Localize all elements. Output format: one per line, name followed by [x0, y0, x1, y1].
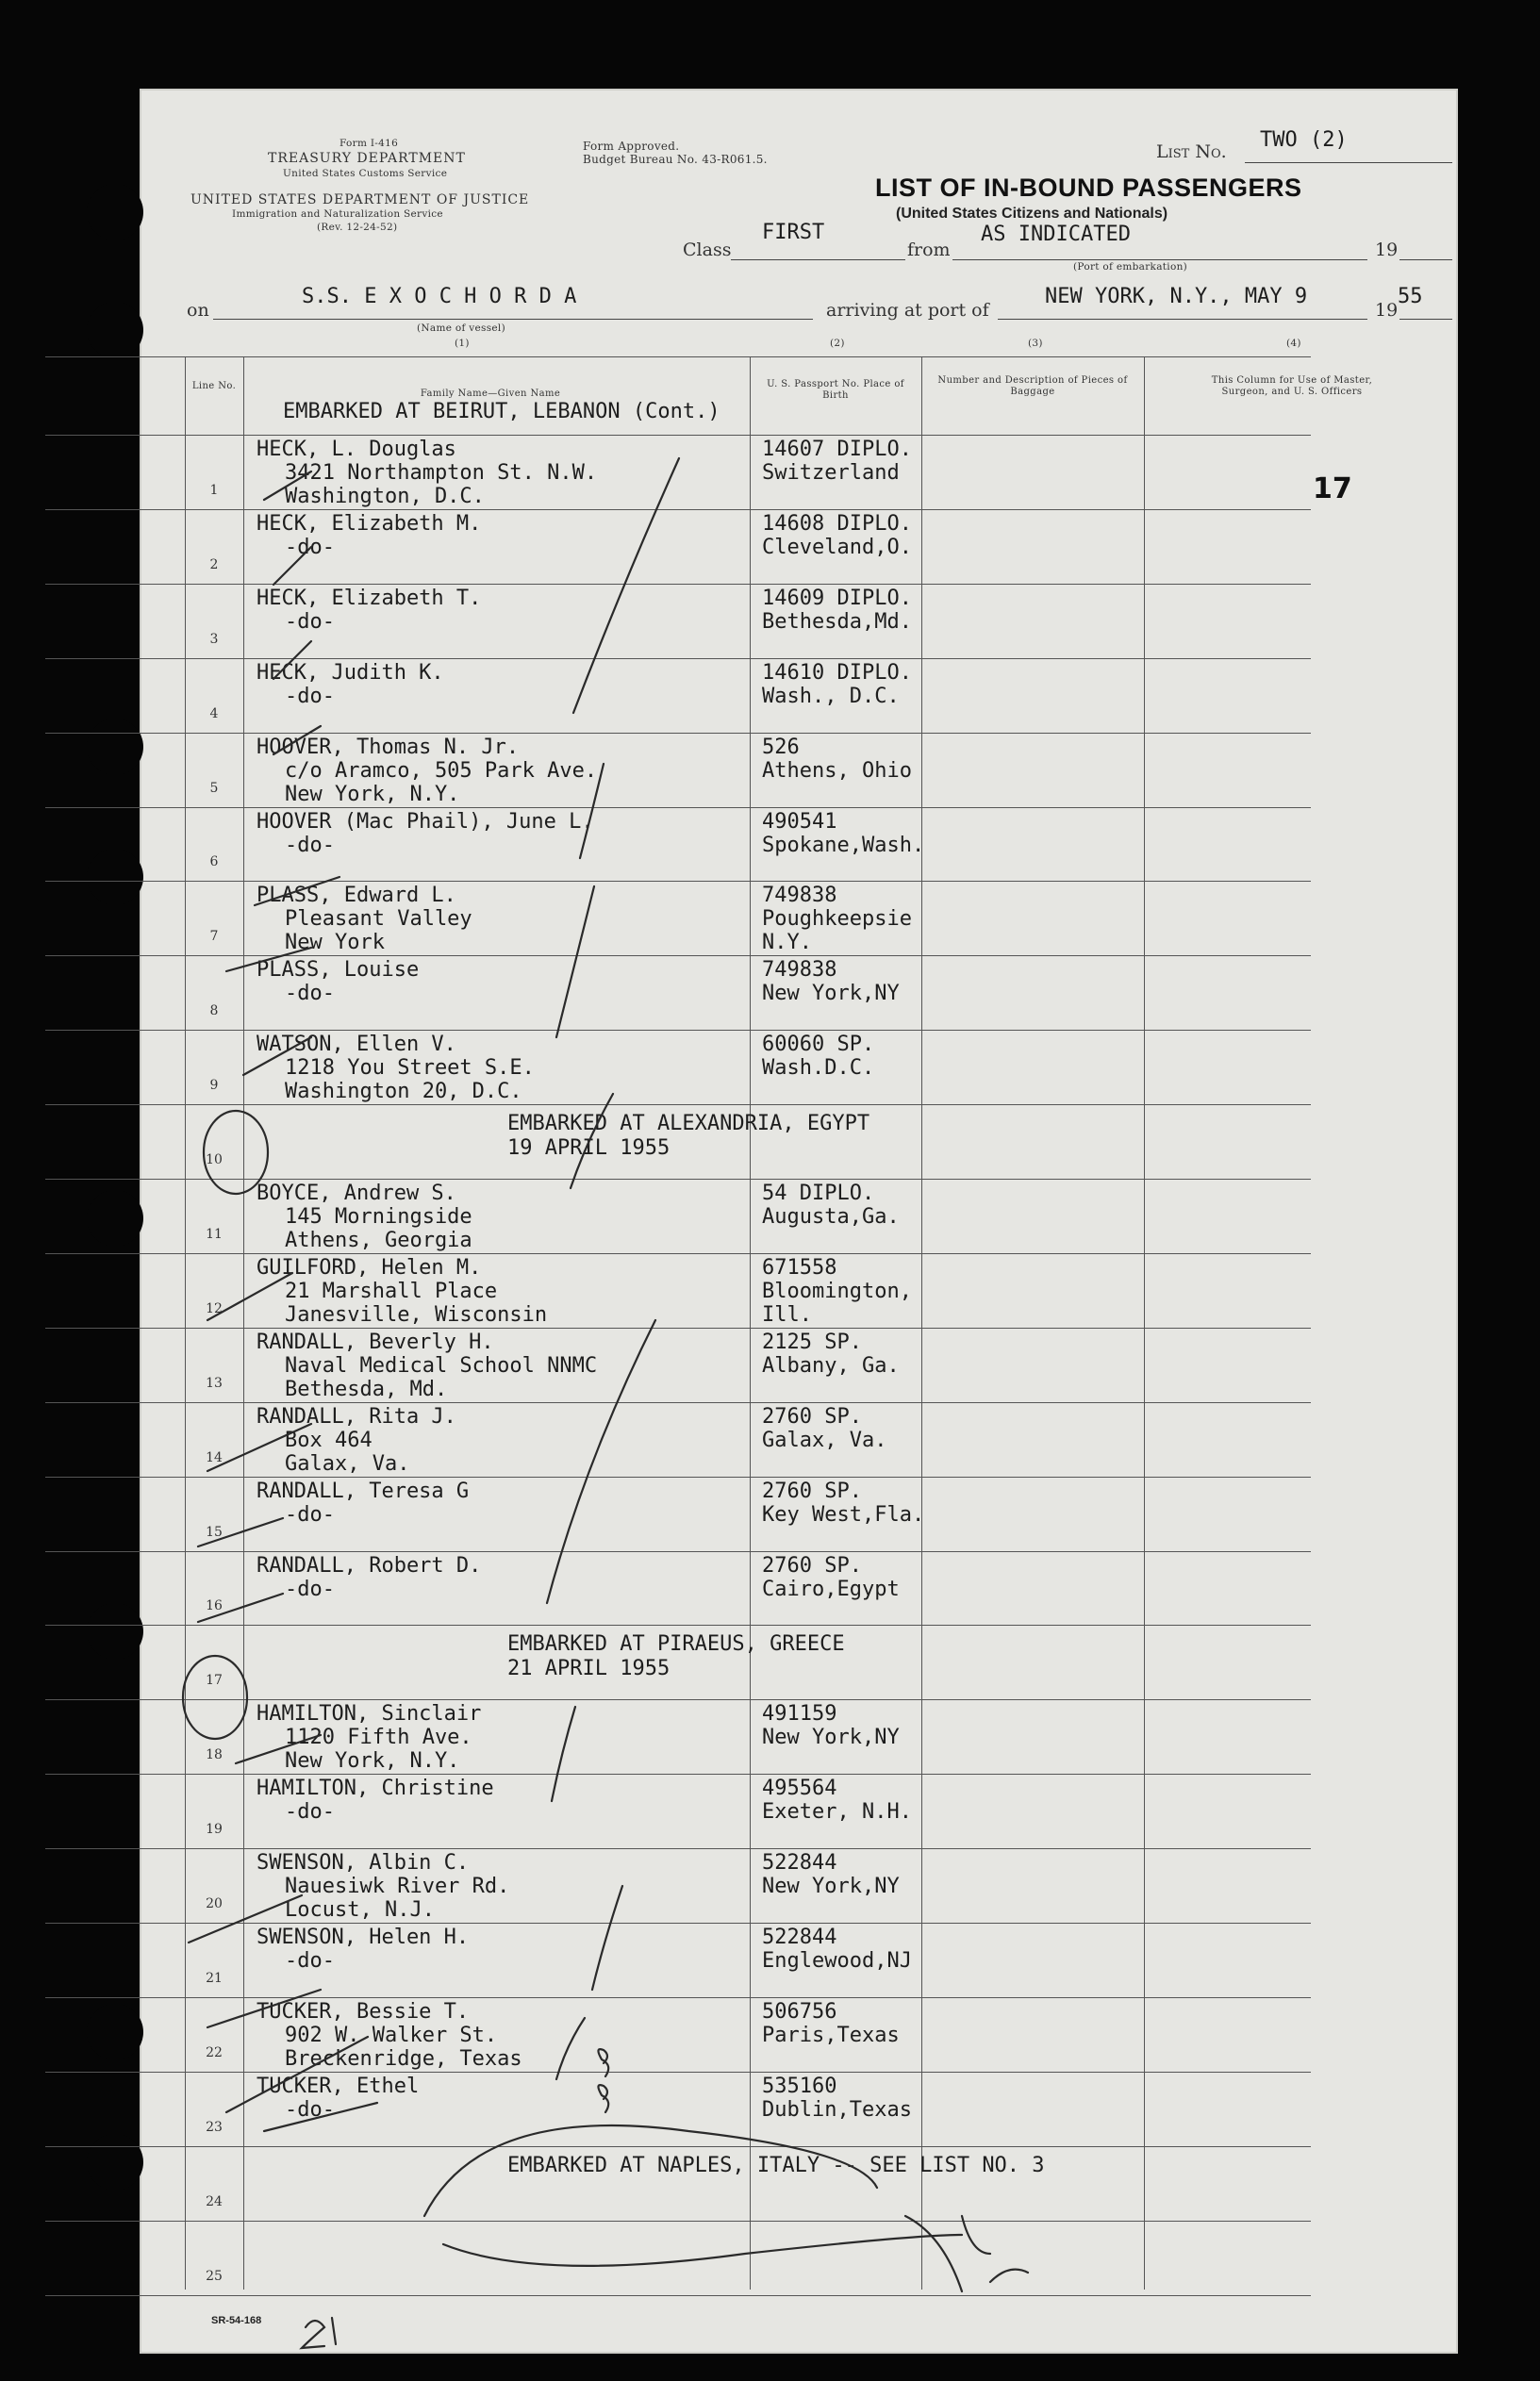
passport-number: 495564 — [762, 1777, 837, 1800]
port-embarkation-caption: (Port of embarkation) — [1073, 261, 1188, 273]
line-number: 13 — [206, 1376, 223, 1391]
place-of-birth: Galax, Va. — [762, 1429, 887, 1452]
line-number: 24 — [206, 2194, 223, 2209]
passenger-address: New York, N.Y. — [285, 1749, 460, 1773]
passport-number: 522844 — [762, 1926, 837, 1949]
place-of-birth: New York,NY — [762, 1726, 900, 1749]
place-of-birth: Wash.D.C. — [762, 1056, 875, 1080]
place-of-birth: Paris,Texas — [762, 2024, 900, 2047]
line-number: 1 — [209, 483, 219, 498]
vessel-name: S.S. E X O C H O R D A — [302, 285, 577, 308]
col-passport: U. S. Passport No. Place of Birth — [767, 379, 904, 401]
place-of-birth: Cleveland,O. — [762, 536, 912, 559]
year-label: 19 — [1375, 300, 1399, 321]
passenger-address: -do- — [285, 2098, 335, 2122]
passenger-address: Naval Medical School NNMC — [285, 1354, 598, 1378]
from-label: from — [907, 240, 951, 260]
passport-number: 671558 — [762, 1256, 837, 1280]
arriving-label: arriving at port of — [826, 300, 989, 321]
manifest-title: LIST OF IN-BOUND PASSENGERS — [875, 174, 1302, 202]
place-of-birth: New York,NY — [762, 1875, 900, 1898]
passenger-address: -do- — [285, 610, 335, 634]
section-beirut: EMBARKED AT BEIRUT, LEBANON (Cont.) — [283, 400, 720, 423]
passenger-address: 1218 You Street S.E. — [285, 1056, 535, 1080]
customs-service: United States Customs Service — [283, 168, 448, 179]
passenger-name: WATSON, Ellen V. — [257, 1033, 456, 1056]
embarkation-heading: EMBARKED AT NAPLES, ITALY -- SEE LIST NO. 3 — [507, 2154, 1045, 2177]
line-number: 20 — [206, 1896, 223, 1911]
passenger-address: -do- — [285, 536, 335, 559]
passenger-address: 145 Morningside — [285, 1205, 472, 1229]
passenger-name: TUCKER, Bessie T. — [257, 2000, 470, 2024]
passport-number: 491159 — [762, 1702, 837, 1726]
line-number: 21 — [206, 1971, 223, 1986]
passenger-name: RANDALL, Robert D. — [257, 1554, 482, 1578]
list-no-label: List No. — [1156, 141, 1227, 162]
place-of-birth: Poughkeepsie — [762, 907, 912, 931]
line-number: 15 — [206, 1525, 223, 1540]
line-number: 22 — [206, 2045, 223, 2060]
passenger-name: BOYCE, Andrew S. — [257, 1182, 456, 1205]
passport-number: 2125 SP. — [762, 1331, 862, 1354]
place-of-birth: Key West,Fla. — [762, 1503, 925, 1527]
passenger-address: Breckenridge, Texas — [285, 2047, 522, 2071]
place-of-birth: Athens, Ohio — [762, 759, 912, 783]
manifest-subtitle: (United States Citizens and Nationals) — [896, 206, 1168, 222]
class-value: FIRST — [762, 221, 825, 244]
place-of-birth: Bloomington, — [762, 1280, 912, 1303]
passport-number: 14608 DIPLO. — [762, 512, 912, 536]
line-number: 17 — [206, 1673, 223, 1688]
place-of-birth: Wash., D.C. — [762, 685, 900, 708]
passenger-address: Washington 20, D.C. — [285, 1080, 522, 1103]
passenger-name: HAMILTON, Sinclair — [257, 1702, 482, 1726]
embarkation-heading: EMBARKED AT ALEXANDRIA, EGYPT — [507, 1112, 870, 1135]
passenger-address: c/o Aramco, 505 Park Ave. — [285, 759, 598, 783]
line-number: 6 — [209, 854, 219, 869]
line-number: 12 — [206, 1301, 223, 1316]
passport-number: 506756 — [762, 2000, 837, 2024]
passenger-name: SWENSON, Helen H. — [257, 1926, 470, 1949]
place-of-birth: Cairo,Egypt — [762, 1578, 900, 1601]
place-of-birth: Albany, Ga. — [762, 1354, 900, 1378]
revision-date: (Rev. 12-24-52) — [317, 222, 398, 233]
passport-number: 522844 — [762, 1851, 837, 1875]
place-of-birth: Augusta,Ga. — [762, 1205, 900, 1229]
embarkation-date: 19 APRIL 1955 — [507, 1136, 671, 1160]
place-of-birth: Ill. — [762, 1303, 812, 1327]
officer-count: 17 — [1313, 472, 1352, 505]
passport-number: 54 DIPLO. — [762, 1182, 875, 1205]
passenger-name: RANDALL, Rita J. — [257, 1405, 456, 1429]
passenger-address: New York, N.Y. — [285, 783, 460, 806]
place-of-birth: Spokane,Wash. — [762, 834, 925, 857]
passenger-name: RANDALL, Beverly H. — [257, 1331, 494, 1354]
place-of-birth: N.Y. — [762, 931, 812, 954]
immigration-service: Immigration and Naturalization Service — [232, 208, 443, 220]
line-number: 7 — [209, 929, 219, 944]
vessel-caption: (Name of vessel) — [417, 322, 505, 334]
passport-number: 490541 — [762, 810, 837, 834]
place-of-birth: Englewood,NJ — [762, 1949, 912, 1973]
passport-number: 2760 SP. — [762, 1480, 862, 1503]
col-num-4: (4) — [1286, 338, 1301, 349]
place-of-birth: Switzerland — [762, 461, 900, 485]
form-number: Form I-416 — [339, 138, 399, 149]
line-number: 16 — [206, 1598, 223, 1613]
passenger-address: Washington, D.C. — [285, 485, 485, 508]
line-number: 18 — [206, 1747, 223, 1762]
passenger-name: RANDALL, Teresa G — [257, 1480, 470, 1503]
passenger-name: HECK, L. Douglas — [257, 438, 456, 461]
passenger-address: Box 464 — [285, 1429, 373, 1452]
passport-number: 2760 SP. — [762, 1405, 862, 1429]
line-number: 25 — [206, 2269, 223, 2284]
form-approved: Form Approved. — [583, 140, 680, 153]
passport-number: 14610 DIPLO. — [762, 661, 912, 685]
line-number: 11 — [206, 1227, 223, 1242]
passport-number: 14609 DIPLO. — [762, 587, 912, 610]
passport-number: 535160 — [762, 2075, 837, 2098]
on-label: on — [187, 300, 209, 321]
line-number: 23 — [206, 2120, 223, 2135]
passenger-address: New York — [285, 931, 385, 954]
from-value: AS INDICATED — [981, 223, 1131, 246]
col-name: Family Name—Given Name — [420, 389, 561, 399]
passenger-name: HAMILTON, Christine — [257, 1777, 494, 1800]
year-value: 55 — [1398, 285, 1423, 308]
passenger-name: HECK, Elizabeth M. — [257, 512, 482, 536]
passenger-address: Janesville, Wisconsin — [285, 1303, 548, 1327]
passenger-address: Pleasant Valley — [285, 907, 472, 931]
passenger-address: Bethesda, Md. — [285, 1378, 448, 1401]
passenger-address: Galax, Va. — [285, 1452, 410, 1476]
from-year-prefix: 19 — [1375, 240, 1399, 260]
place-of-birth: Exeter, N.H. — [762, 1800, 912, 1824]
place-of-birth: Dublin,Texas — [762, 2098, 912, 2122]
col-line-no: Line No. — [191, 381, 237, 391]
line-number: 4 — [209, 706, 219, 721]
passenger-address: Locust, N.J. — [285, 1898, 435, 1922]
passenger-address: -do- — [285, 685, 335, 708]
passenger-address: Athens, Georgia — [285, 1229, 472, 1252]
place-of-birth: Bethesda,Md. — [762, 610, 912, 634]
passenger-name: HOOVER, Thomas N. Jr. — [257, 736, 520, 759]
line-number: 10 — [206, 1152, 223, 1167]
form-code: SR-54-168 — [211, 2315, 262, 2326]
arrival-port: NEW YORK, N.Y., MAY 9 — [1045, 285, 1308, 308]
col-num-1: (1) — [455, 338, 470, 349]
budget-bureau: Budget Bureau No. 43-R061.5. — [583, 153, 768, 166]
passport-number: 749838 — [762, 884, 837, 907]
passenger-address: Nauesiwk River Rd. — [285, 1875, 510, 1898]
passenger-address: -do- — [285, 1503, 335, 1527]
embarkation-heading: EMBARKED AT PIRAEUS, GREECE — [507, 1632, 845, 1656]
col-baggage: Number and Description of Pieces of Baggage — [937, 375, 1128, 397]
line-number: 19 — [206, 1822, 223, 1837]
line-number: 9 — [209, 1078, 219, 1093]
embarkation-date: 21 APRIL 1955 — [507, 1657, 671, 1680]
col-num-3: (3) — [1028, 338, 1043, 349]
class-label: Class — [683, 240, 732, 260]
passport-number: 526 — [762, 736, 800, 759]
line-number: 14 — [206, 1450, 223, 1465]
passenger-name: HECK, Judith K. — [257, 661, 444, 685]
col-num-2: (2) — [830, 338, 845, 349]
passenger-name: GUILFORD, Helen M. — [257, 1256, 482, 1280]
passenger-name: PLASS, Louise — [257, 958, 420, 982]
passenger-address: -do- — [285, 1578, 335, 1601]
passport-number: 749838 — [762, 958, 837, 982]
passport-number: 14607 DIPLO. — [762, 438, 912, 461]
passenger-address: 1120 Fifth Ave. — [285, 1726, 472, 1749]
line-number: 5 — [209, 781, 219, 796]
treasury-dept: TREASURY DEPARTMENT — [268, 151, 466, 166]
passenger-name: SWENSON, Albin C. — [257, 1851, 470, 1875]
line-number: 8 — [209, 1003, 219, 1018]
passenger-address: -do- — [285, 1800, 335, 1824]
passenger-name: HOOVER (Mac Phail), June L. — [257, 810, 594, 834]
passenger-name: HECK, Elizabeth T. — [257, 587, 482, 610]
passenger-address: -do- — [285, 834, 335, 857]
passport-number: 2760 SP. — [762, 1554, 862, 1578]
passenger-address: -do- — [285, 982, 335, 1005]
passenger-address: 21 Marshall Place — [285, 1280, 498, 1303]
passenger-address: 3421 Northampton St. N.W. — [285, 461, 598, 485]
passport-number: 60060 SP. — [762, 1033, 875, 1056]
justice-dept: UNITED STATES DEPARTMENT OF JUSTICE — [190, 192, 530, 207]
col-officers: This Column for Use of Master, Surgeon, and U. S. Officers — [1211, 375, 1373, 397]
passenger-address: -do- — [285, 1949, 335, 1973]
line-number: 3 — [209, 632, 219, 647]
place-of-birth: New York,NY — [762, 982, 900, 1005]
line-number: 2 — [209, 557, 219, 572]
passenger-address: 902 W. Walker St. — [285, 2024, 498, 2047]
passenger-name: TUCKER, Ethel — [257, 2075, 420, 2098]
passenger-name: PLASS, Edward L. — [257, 884, 456, 907]
check-mark — [573, 458, 679, 713]
list-no-value: TWO (2) — [1260, 128, 1348, 152]
